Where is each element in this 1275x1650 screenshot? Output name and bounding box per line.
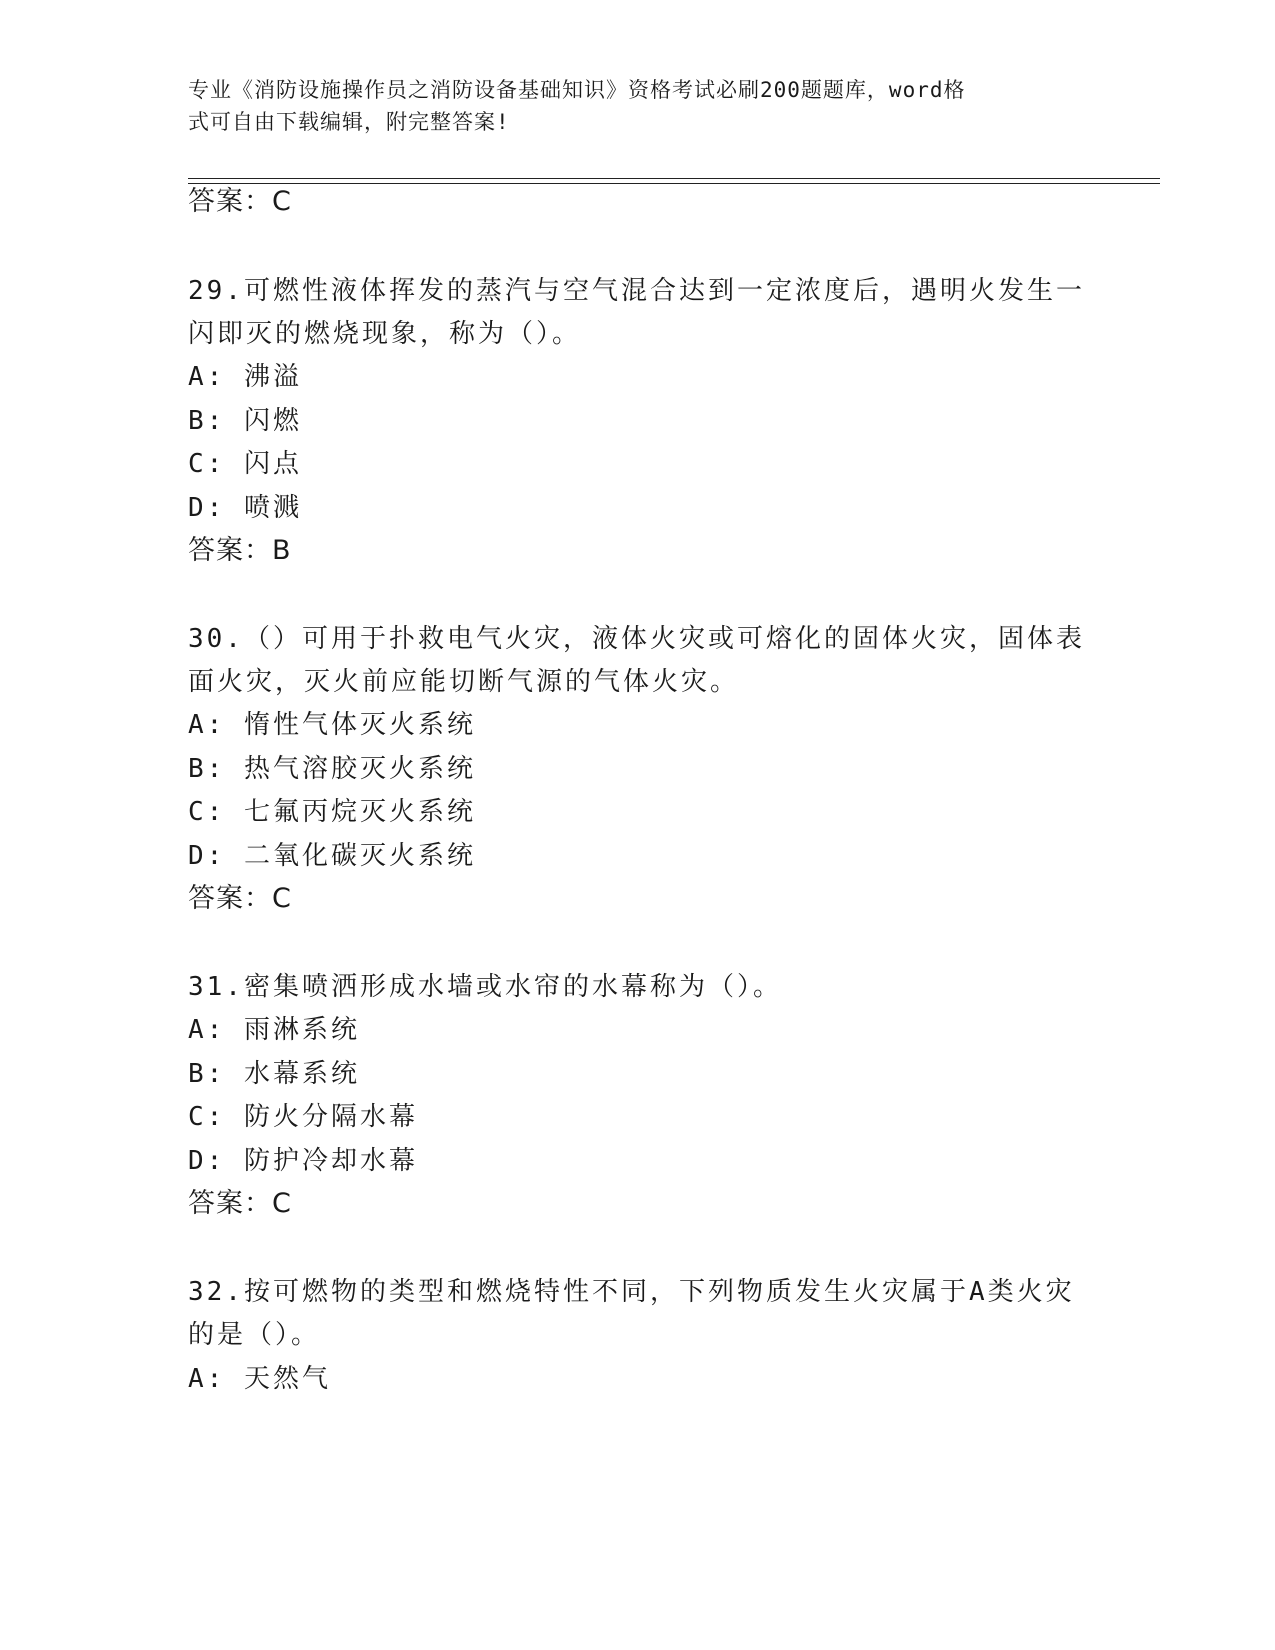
- question-32-stem-line-2: 的是（）。: [188, 1320, 321, 1350]
- question-29-stem-line-2: 闪即灭的燃烧现象，称为（）。: [188, 319, 582, 349]
- question-30-option-d: D: 二氧化碳灭火系统: [188, 841, 476, 871]
- answer-28: 答案：C: [188, 186, 292, 217]
- question-30-option-b: B: 热气溶胶灭火系统: [188, 754, 476, 784]
- question-31-option-d: D: 防护冷却水幕: [188, 1146, 418, 1176]
- question-31-option-c: C: 防火分隔水幕: [188, 1102, 418, 1132]
- question-32-option-a: A: 天然气: [188, 1364, 331, 1394]
- question-29-option-d: D: 喷溅: [188, 493, 302, 523]
- header-line-1: 专业《消防设施操作员之消防设备基础知识》资格考试必刷200题题库，word格: [188, 78, 966, 102]
- question-30-stem-line-2: 面火灾，灭火前应能切断气源的气体火灾。: [188, 667, 740, 697]
- answer-31: 答案：C: [188, 1188, 292, 1219]
- question-31-option-b: B: 水幕系统: [188, 1059, 360, 1089]
- answer-29: 答案：B: [188, 535, 292, 566]
- header-line-2: 式可自由下载编辑，附完整答案!: [188, 110, 510, 134]
- question-32-stem-line-1: 32.按可燃物的类型和燃烧特性不同，下列物质发生火灾属于A类火灾: [188, 1277, 1075, 1307]
- question-31-stem-line-1: 31.密集喷洒形成水墙或水帘的水幕称为（）。: [188, 972, 782, 1002]
- question-29-option-a: A: 沸溢: [188, 362, 302, 392]
- question-31-option-a: A: 雨淋系统: [188, 1015, 360, 1045]
- question-29-option-b: B: 闪燃: [188, 406, 302, 436]
- document-header: [188, 74, 1068, 138]
- header-divider-bottom: [188, 183, 1160, 184]
- header-divider-top: [188, 178, 1160, 179]
- question-29-stem-line-1: 29.可燃性液体挥发的蒸汽与空气混合达到一定浓度后，遇明火发生一: [188, 276, 1085, 306]
- answer-30: 答案：C: [188, 883, 292, 914]
- question-29-option-c: C: 闪点: [188, 449, 302, 479]
- question-30-option-a: A: 惰性气体灭火系统: [188, 710, 476, 740]
- question-30-stem-line-1: 30.（）可用于扑救电气火灾，液体火灾或可熔化的固体火灾，固体表: [188, 624, 1085, 654]
- question-30-option-c: C: 七氟丙烷灭火系统: [188, 797, 476, 827]
